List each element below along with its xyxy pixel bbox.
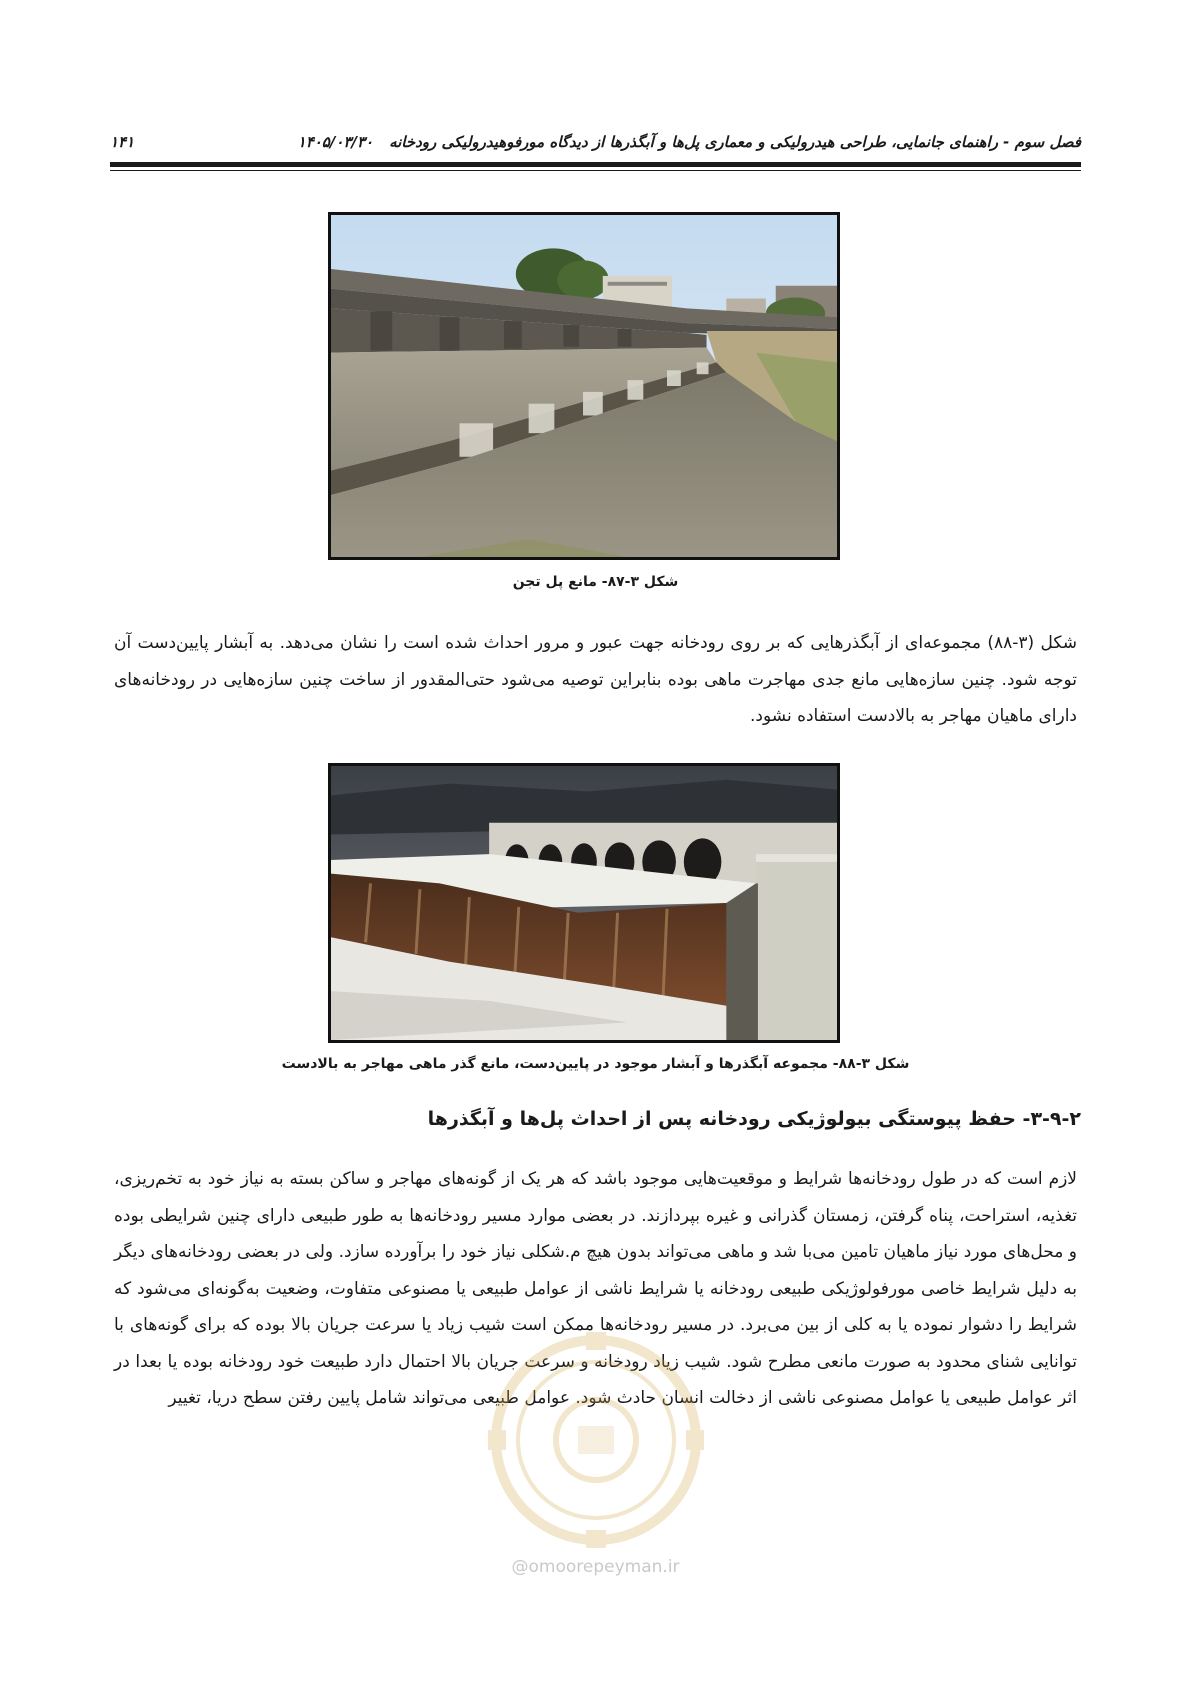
- watermark-seal-icon: [486, 1330, 706, 1550]
- page-number: ۱۴۱: [110, 133, 135, 151]
- header-rule-thin: [110, 170, 1081, 171]
- running-header: [110, 128, 1081, 156]
- figure-tajan-bridge-photo: [328, 212, 840, 560]
- header-rule-thick: [110, 162, 1081, 167]
- section-heading: ۳-۹-۲- حفظ پیوستگی بیولوژیکی رودخانه پس از احداث پل‌ها و آبگذرها: [427, 1108, 1081, 1130]
- figure-culverts-waterfall-photo: [328, 763, 840, 1043]
- watermark-text: @omoorepeyman.ir: [511, 1557, 680, 1577]
- chapter-title: فصل سوم - راهنمای جانمایی، طراحی هیدرولیکی و معماری پل‌ها و آبگذرها از دیدگاه مورفوهیدرولیکی رودخانه: [389, 133, 1081, 151]
- figure-caption-1: شکل ۳-۸۷- مانع پل تجن: [512, 574, 679, 590]
- header-title-block: [298, 133, 1081, 151]
- figure-caption-2: شکل ۳-۸۸- مجموعه آبگذرها و آبشار موجود در پایین‌دست، مانع گذر ماهی مهاجر به بالادست: [281, 1056, 910, 1072]
- culverts-waterfall-photo-image: [331, 766, 837, 1040]
- tajan-bridge-photo-image: [331, 215, 837, 557]
- header-date: ۱۴۰۵/۰۳/۳۰: [297, 133, 374, 151]
- section-body-paragraph: لازم است که در طول رودخانه‌ها شرایط و موقعیت‌هایی موجود باشد که هر یک از گونه‌های مهاجر و ساکن بسته به نیاز خود به تخم‌ریزی، تغذیه، استراحت، پناه گرفتن، زمستان گذرانی و غیره بپردازند. در بعضی موارد مسیر رودخانه‌ها به طور طبیعی دارای چنین شرایطی بوده و محل‌های مورد نیاز ماهیان تامین می‌با شد و ماهی می‌تواند بدون هیچ م.شکلی نیاز خود را برآورده سازد. ولی در بعضی رودخانه‌های دیگر به دلیل شرایط خاصی مورفولوژیکی طبیعی رودخانه یا شرایط ناشی از عوامل طبیعی یا مصنوعی متفاوت، وضعیت به‌گونه‌ای می‌شود که شرایط را دشوار نموده یا به کلی از بین می‌برد. در مسیر رودخانه‌ها ممکن است شیب زیاد یا سرعت جریان بالا بوده که برای گونه‌های با توانایی شنای محدود به صورت مانعی مطرح شود. شیب زیاد رودخانه و سرعت جریان بالا احتمال دارد طبیعت خود رودخانه بوده یا بعدا در اثر عوامل طبیعی یا عوامل مصنوعی ناشی از دخالت انسان حادث شود. عوامل طبیعی می‌تواند شامل پایین رفتن سطح دریا، تغییر: [114, 1169, 1077, 1408]
- intro-paragraph: شکل (۳-۸۸) مجموعه‌ای از آبگذرهایی که بر روی رودخانه جهت عبور و مرور احداث شده است را نشان می‌دهد. به آبشار پایین‌دست آن توجه شود. چنین سازه‌هایی مانع جدی مهاجرت ماهی بوده بنابراین توصیه می‌شود حتی‌المقدور از ساخت چنین سازه‌هایی در رودخانه‌های دارای ماهیان مهاجر به بالادست استفاده نشود.: [114, 633, 1077, 726]
